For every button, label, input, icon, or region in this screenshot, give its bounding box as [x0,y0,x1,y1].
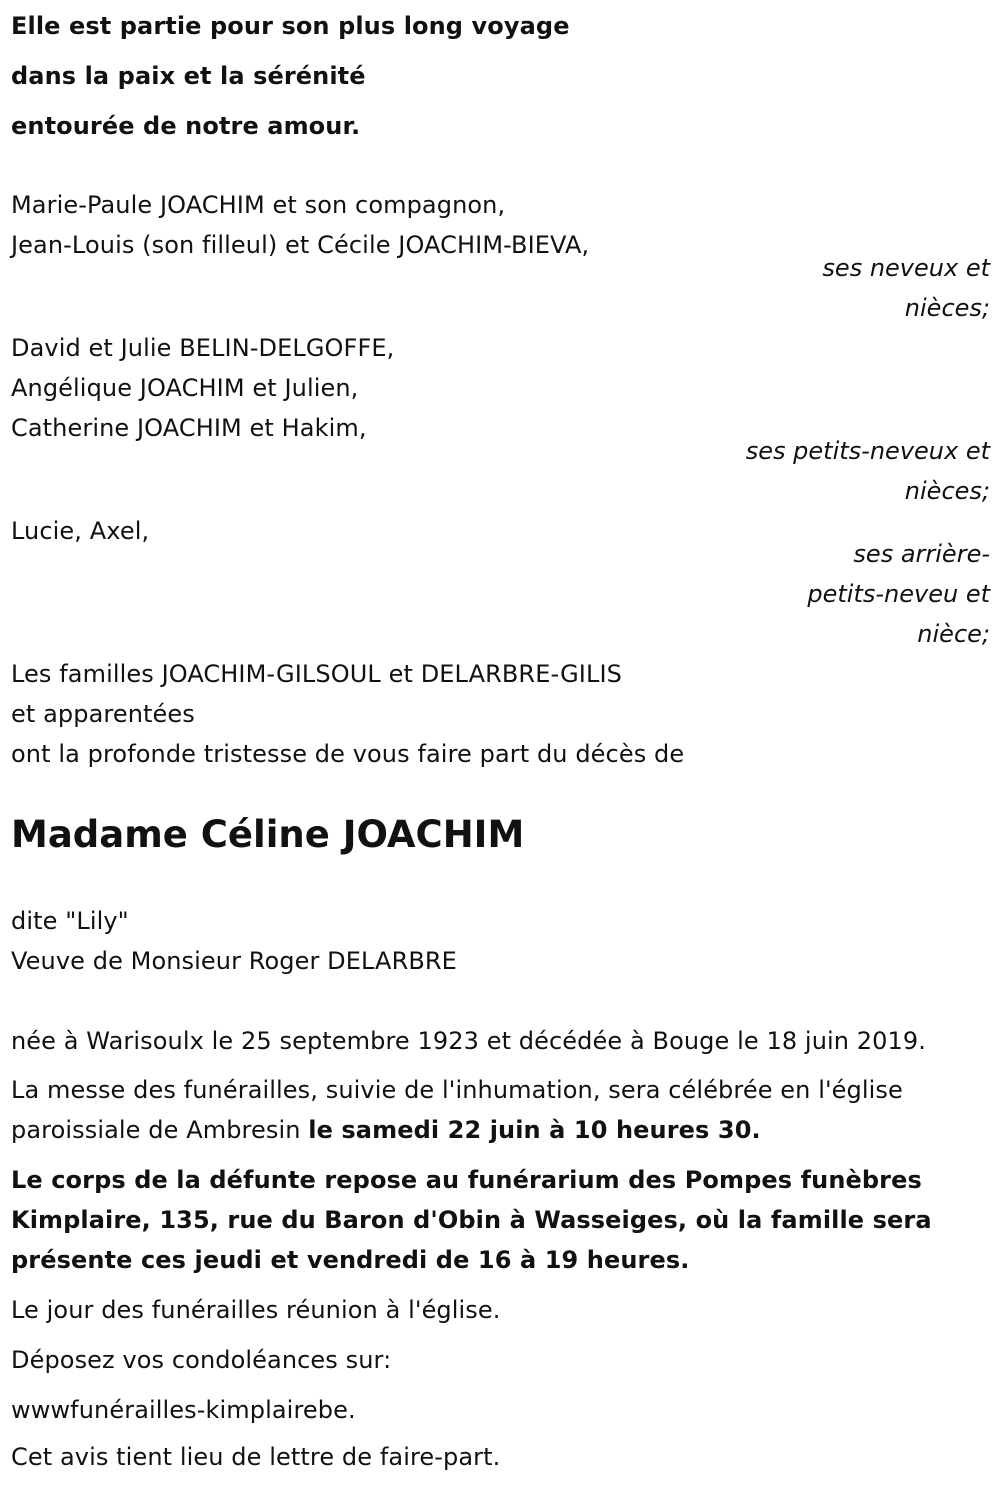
relation-label: petits-neveu et [807,580,990,608]
relation-label: nièce; [917,620,990,648]
relation-label: nièces; [904,477,990,505]
relation-label: ses neveux et [822,254,990,282]
repose-line: Le corps de la défunte repose au funérarium des Pompes funèbres [11,1166,922,1194]
intro-line-2: dans la paix et la sérénité [11,62,366,90]
relation-label: nièces; [904,294,990,322]
families-line: et apparentées [11,700,195,728]
meeting-line: Le jour des funérailles réunion à l'église. [11,1296,501,1324]
families-line: ont la profonde tristesse de vous faire part du décès de [11,740,685,768]
family-line: Marie-Paule JOACHIM et son compagnon, [11,191,506,219]
family-line: Lucie, Axel, [11,517,150,545]
birth-death-line: née à Warisoulx le 25 septembre 1923 et décédée à Bouge le 18 juin 2019. [11,1027,927,1055]
relation-label: ses arrière- [853,540,990,568]
mass-line: La messe des funérailles, suivie de l'inhumation, sera célébrée en l'église [11,1076,903,1104]
family-line: Catherine JOACHIM et Hakim, [11,414,367,442]
deceased-name: Madame Céline JOACHIM [11,813,525,856]
family-line: Angélique JOACHIM et Julien, [11,374,359,402]
mass-line [11,1115,761,1145]
intro-line-1: Elle est partie pour son plus long voyage [11,12,570,40]
intro-line-3: entourée de notre amour. [11,112,361,140]
family-line: David et Julie BELIN-DELGOFFE, [11,334,395,362]
repose-line: présente ces jeudi et vendredi de 16 à 19 heures. [11,1246,690,1274]
nickname: dite "Lily" [11,907,129,935]
relation-label: ses petits-neveux et [745,437,990,465]
repose-line: Kimplaire, 135, rue du Baron d'Obin à Wasseiges, où la famille sera [11,1206,932,1234]
mass-location: paroissiale de Ambresin [11,1116,309,1144]
website-link[interactable]: wwwfunérailles-kimplairebe. [11,1396,356,1424]
mass-date: le samedi 22 juin à 10 heures 30. [308,1116,761,1144]
notice-line: Cet avis tient lieu de lettre de faire-part. [11,1443,501,1471]
family-line: Jean-Louis (son filleul) et Cécile JOACHIM-BIEVA, [11,231,590,259]
condolences-label: Déposez vos condoléances sur: [11,1346,392,1374]
families-line: Les familles JOACHIM-GILSOUL et DELARBRE-GILIS [11,660,622,688]
widow-line: Veuve de Monsieur Roger DELARBRE [11,947,457,975]
